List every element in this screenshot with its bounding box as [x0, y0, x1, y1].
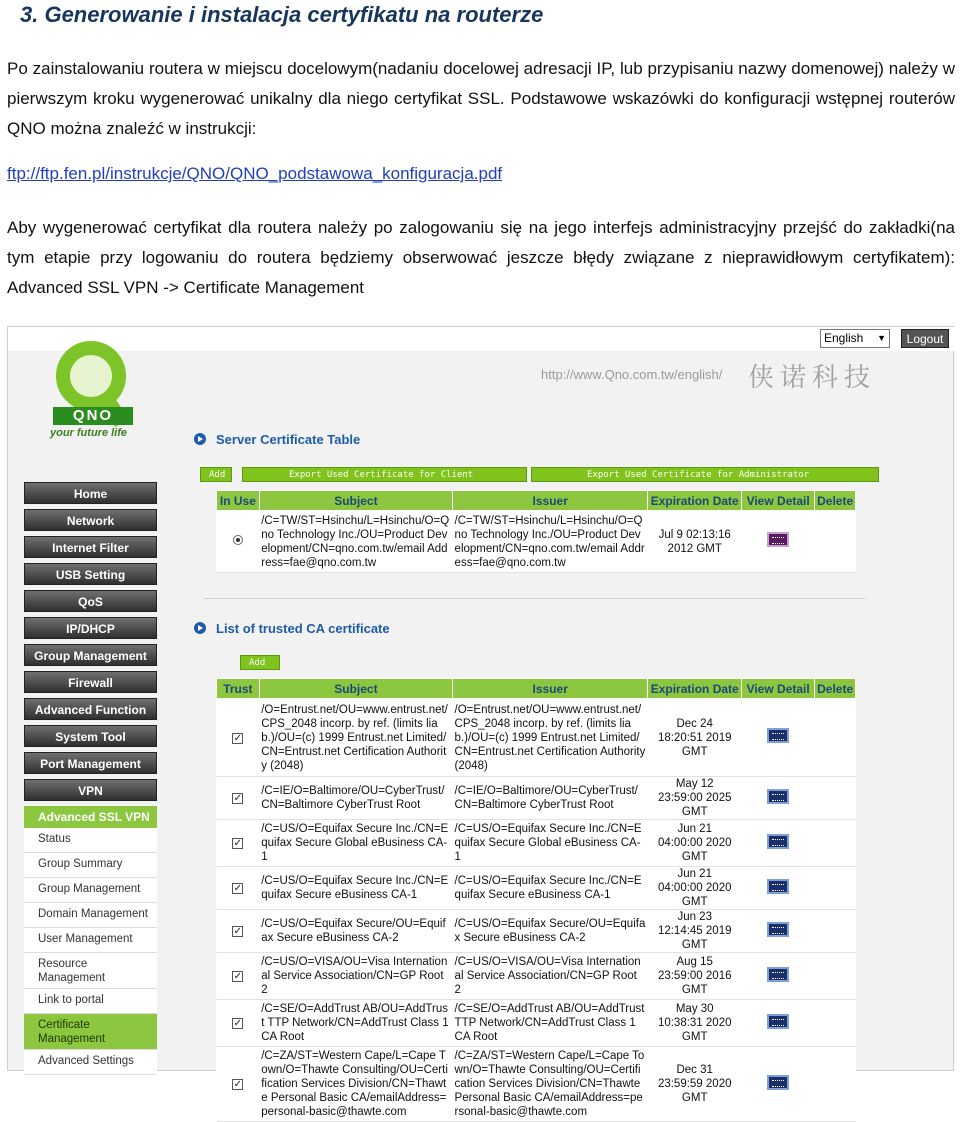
trust-cell[interactable]	[217, 1047, 260, 1122]
server-add-button[interactable]: Add	[200, 467, 232, 482]
column-header: In Use	[217, 491, 260, 511]
delete-cell	[815, 1047, 856, 1122]
sidebar-item-group-management[interactable]: Group Management	[24, 644, 157, 666]
trust-cell[interactable]	[217, 1000, 260, 1047]
language-select[interactable]	[820, 329, 890, 348]
view-detail-cell[interactable]	[742, 1047, 815, 1122]
qno-logo	[8, 327, 178, 477]
expiration-cell: Jun 21 04:00:00 2020 GMT	[648, 820, 742, 867]
sidebar-item-port-management[interactable]: Port Management	[24, 752, 157, 774]
server-cert-title	[194, 432, 360, 447]
view-detail-icon[interactable]	[767, 967, 789, 982]
issuer-cell: /C=ZA/ST=Western Cape/L=Cape Town/O=Thawte Consulting/OU=Certification Services Division/CN=Thawte Personal Basic CA/emailAddress=personal-basic@thawte.com	[453, 1047, 648, 1122]
issuer-cell: /O=Entrust.net/OU=www.entrust.net/CPS_2048 incorp. by ref. (limits liab.)/OU=(c) 1999 Entrust.net Limited/CN=Entrust.net Certification Authority (2048)	[453, 699, 648, 777]
view-detail-cell[interactable]	[742, 910, 815, 953]
column-header: Issuer	[453, 679, 648, 699]
document-heading: 3. Generowanie i instalacja certyfikatu na routerze	[20, 2, 544, 27]
trusted-ca-title-text: List of trusted CA certificate	[216, 621, 390, 636]
column-header: View Detail	[742, 679, 815, 699]
server-cert-table	[216, 490, 856, 573]
sidebar-item-internet-filter[interactable]: Internet Filter	[24, 536, 157, 558]
subject-cell: /C=US/O=VISA/OU=Visa International Service Association/CN=GP Root 2	[259, 953, 452, 1000]
section-divider	[204, 598, 866, 599]
subject-cell: /C=US/O=Equifax Secure/OU=Equifax Secure eBusiness CA-2	[259, 910, 452, 953]
delete-cell	[815, 867, 856, 910]
column-header: View Detail	[742, 491, 815, 511]
language-value: English	[824, 331, 864, 345]
column-header: Issuer	[453, 491, 648, 511]
vendor-url: http://www.Qno.com.tw/english/	[541, 367, 723, 382]
submenu-header[interactable]: Advanced SSL VPN	[24, 806, 157, 828]
issuer-cell: /C=SE/O=AddTrust AB/OU=AddTrust TTP Network/CN=AddTrust Class 1 CA Root	[453, 1000, 648, 1047]
instructions-link[interactable]: ftp://ftp.fen.pl/instrukcje/QNO/QNO_podstawowa_konfiguracja.pdf	[7, 164, 503, 183]
trust-checkbox[interactable]: ✓	[233, 1079, 243, 1090]
column-header: Trust	[217, 679, 260, 699]
trust-cell[interactable]	[217, 699, 260, 777]
expiration-cell: Jun 21 04:00:00 2020 GMT	[648, 867, 742, 910]
delete-cell	[815, 699, 856, 777]
trusted-ca-title	[194, 621, 390, 636]
trust-checkbox[interactable]: ✓	[233, 838, 243, 849]
submenu-item-status[interactable]: Status	[24, 828, 157, 853]
trust-cell[interactable]	[217, 867, 260, 910]
delete-cell	[815, 953, 856, 1000]
server-cert-title-text: Server Certificate Table	[216, 432, 361, 447]
trusted-ca-table	[216, 678, 856, 1122]
sidebar-item-usb-setting[interactable]: USB Setting	[24, 563, 157, 585]
delete-cell	[815, 1000, 856, 1047]
column-header: Subject	[259, 491, 452, 511]
expiration-cell: Dec 31 23:59:59 2020 GMT	[648, 1047, 742, 1122]
sidebar-item-advanced-function[interactable]: Advanced Function	[24, 698, 157, 720]
trust-checkbox[interactable]: ✓	[233, 926, 243, 937]
expiration-cell: May 30 10:38:31 2020 GMT	[648, 1000, 742, 1047]
delete-cell	[815, 910, 856, 953]
view-detail-icon[interactable]	[767, 1014, 789, 1029]
view-detail-cell[interactable]	[742, 953, 815, 1000]
delete-cell	[815, 820, 856, 867]
in-use-radio[interactable]	[233, 535, 243, 545]
expiration-cell: Dec 24 18:20:51 2019 GMT	[648, 699, 742, 777]
submenu-item-group-summary[interactable]: Group Summary	[24, 853, 157, 878]
trust-cell[interactable]	[217, 777, 260, 820]
view-detail-icon[interactable]	[767, 532, 789, 547]
table-row	[217, 1047, 856, 1122]
sidebar-item-ip-dhcp[interactable]: IP/DHCP	[24, 617, 157, 639]
logo-tagline: your future life	[50, 427, 128, 439]
expiration-cell: May 12 23:59:00 2025 GMT	[648, 777, 742, 820]
issuer-cell: /C=US/O=VISA/OU=Visa International Service Association/CN=GP Root 2	[453, 953, 648, 1000]
issuer-cell: /C=US/O=Equifax Secure/OU=Equifax Secure eBusiness CA-2	[453, 910, 648, 953]
table-row	[217, 867, 856, 910]
ssl-vpn-submenu	[24, 806, 157, 1075]
expiration-cell: Jul 9 02:13:16 2012 GMT	[648, 511, 742, 573]
table-row	[217, 511, 856, 573]
bullet-arrow-icon	[194, 622, 206, 634]
view-detail-icon[interactable]	[767, 922, 789, 937]
in-use-cell[interactable]	[217, 511, 260, 573]
view-detail-cell[interactable]	[742, 777, 815, 820]
column-header: Subject	[259, 679, 452, 699]
column-header: Delete	[815, 491, 856, 511]
view-detail-cell[interactable]	[742, 1000, 815, 1047]
issuer-cell: /C=TW/ST=Hsinchu/L=Hsinchu/O=Qno Technology Inc./OU=Product Development/CN=qno.com.tw/email Address=fae@qno.com.tw	[453, 511, 648, 573]
logo-text: QNO	[53, 407, 133, 425]
instructions-paragraph: Aby wygenerować certyfikat dla routera należy po zalogowaniu się na jego interfejs administracyjny przejść do zakładki(na tym etapie przy logowaniu do routera będziemy obserwować jeszcze błędy związane z nieprawidłowym certyfikatem): Advanced SSL VPN -> Certificate Management	[7, 218, 955, 297]
submenu-item-domain-management[interactable]: Domain Management	[24, 903, 157, 928]
sidebar-item-vpn[interactable]: VPN	[24, 779, 157, 801]
table-row	[217, 953, 856, 1000]
export-client-button[interactable]: Export Used Certificate for Client	[242, 467, 527, 482]
view-detail-icon[interactable]	[767, 789, 789, 804]
trust-checkbox[interactable]: ✓	[233, 883, 243, 894]
view-detail-cell[interactable]	[742, 511, 815, 573]
delete-cell	[815, 511, 856, 573]
view-detail-cell[interactable]	[742, 820, 815, 867]
trust-checkbox[interactable]: ✓	[233, 732, 243, 744]
view-detail-cell[interactable]	[742, 867, 815, 910]
table-row	[217, 910, 856, 953]
export-admin-button[interactable]: Export Used Certificate for Administrator	[531, 467, 879, 482]
sidebar-item-firewall[interactable]: Firewall	[24, 671, 157, 693]
sidebar-item-system-tool[interactable]: System Tool	[24, 725, 157, 747]
submenu-item-user-management[interactable]: User Management	[24, 928, 157, 953]
table-row	[217, 777, 856, 820]
submenu-item-advanced-settings[interactable]: Advanced Settings	[24, 1050, 157, 1075]
view-detail-icon[interactable]	[767, 834, 789, 849]
sidebar-menu	[24, 482, 157, 1075]
chinese-brand-logo: 侠诺科技	[748, 363, 877, 393]
expiration-cell: Jun 23 12:14:45 2019 GMT	[648, 910, 742, 953]
submenu-item-certificate-management[interactable]: Certificate Management	[24, 1014, 157, 1050]
subject-cell: /C=US/O=Equifax Secure Inc./CN=Equifax Secure Global eBusiness CA-1	[259, 820, 452, 867]
router-screenshot	[7, 326, 954, 1118]
view-detail-icon[interactable]	[767, 728, 789, 743]
logout-button[interactable]: Logout	[901, 329, 949, 348]
view-detail-icon[interactable]	[767, 879, 789, 894]
subject-cell: /C=TW/ST=Hsinchu/L=Hsinchu/O=Qno Technology Inc./OU=Product Development/CN=qno.com.tw/email Address=fae@qno.com.tw	[259, 511, 452, 573]
submenu-item-link-to-portal[interactable]: Link to portal	[24, 989, 157, 1014]
issuer-cell: /C=US/O=Equifax Secure Inc./CN=Equifax Secure Global eBusiness CA-1	[453, 820, 648, 867]
column-header: Expiration Date	[648, 491, 742, 511]
subject-cell: /C=IE/O=Baltimore/OU=CyberTrust/CN=Baltimore CyberTrust Root	[259, 777, 452, 820]
delete-cell	[815, 777, 856, 820]
subject-cell: /C=US/O=Equifax Secure Inc./CN=Equifax Secure eBusiness CA-1	[259, 867, 452, 910]
submenu-item-group-management[interactable]: Group Management	[24, 878, 157, 903]
view-detail-cell[interactable]	[742, 699, 815, 777]
submenu-item-resource-management[interactable]: Resource Management	[24, 953, 157, 989]
trust-cell[interactable]	[217, 953, 260, 1000]
subject-cell: /C=SE/O=AddTrust AB/OU=AddTrust TTP Network/CN=AddTrust Class 1 CA Root	[259, 1000, 452, 1047]
expiration-cell: Aug 15 23:59:00 2016 GMT	[648, 953, 742, 1000]
trust-checkbox[interactable]: ✓	[233, 793, 243, 804]
view-detail-icon[interactable]	[767, 1075, 789, 1090]
table-row	[217, 820, 856, 867]
trust-cell[interactable]	[217, 820, 260, 867]
sidebar-item-qos[interactable]: QoS	[24, 590, 157, 612]
table-row	[217, 699, 856, 777]
subject-cell: /C=ZA/ST=Western Cape/L=Cape Town/O=Thawte Consulting/OU=Certification Services Division/CN=Thawte Personal Basic CA/emailAddress=personal-basic@thawte.com	[259, 1047, 452, 1122]
trust-checkbox[interactable]: ✓	[233, 971, 243, 982]
table-row	[217, 1000, 856, 1047]
sidebar-item-home[interactable]: Home	[24, 482, 157, 504]
column-header: Expiration Date	[648, 679, 742, 699]
issuer-cell: /C=US/O=Equifax Secure Inc./CN=Equifax Secure eBusiness CA-1	[453, 867, 648, 910]
subject-cell: /O=Entrust.net/OU=www.entrust.net/CPS_2048 incorp. by ref. (limits liab.)/OU=(c) 1999 Entrust.net Limited/CN=Entrust.net Certification Authority (2048)	[259, 699, 452, 777]
ca-add-button[interactable]: Add	[240, 655, 280, 670]
trust-checkbox[interactable]: ✓	[233, 1018, 243, 1029]
intro-paragraph: Po zainstalowaniu routera w miejscu docelowym(nadaniu docelowej adresacji IP, lub przypisaniu nazwy domenowej) należy w pierwszym kroku wygenerować unikalny dla niego certyfikat SSL. Podstawowe wskazówki do konfiguracji wstępnej routerów QNO można znaleźć w instrukcji:	[7, 59, 955, 138]
bullet-arrow-icon	[194, 433, 206, 445]
issuer-cell: /C=IE/O=Baltimore/OU=CyberTrust/CN=Baltimore CyberTrust Root	[453, 777, 648, 820]
sidebar-item-network[interactable]: Network	[24, 509, 157, 531]
column-header: Delete	[815, 679, 856, 699]
trust-cell[interactable]	[217, 910, 260, 953]
chevron-down-icon: ▼	[877, 333, 886, 343]
